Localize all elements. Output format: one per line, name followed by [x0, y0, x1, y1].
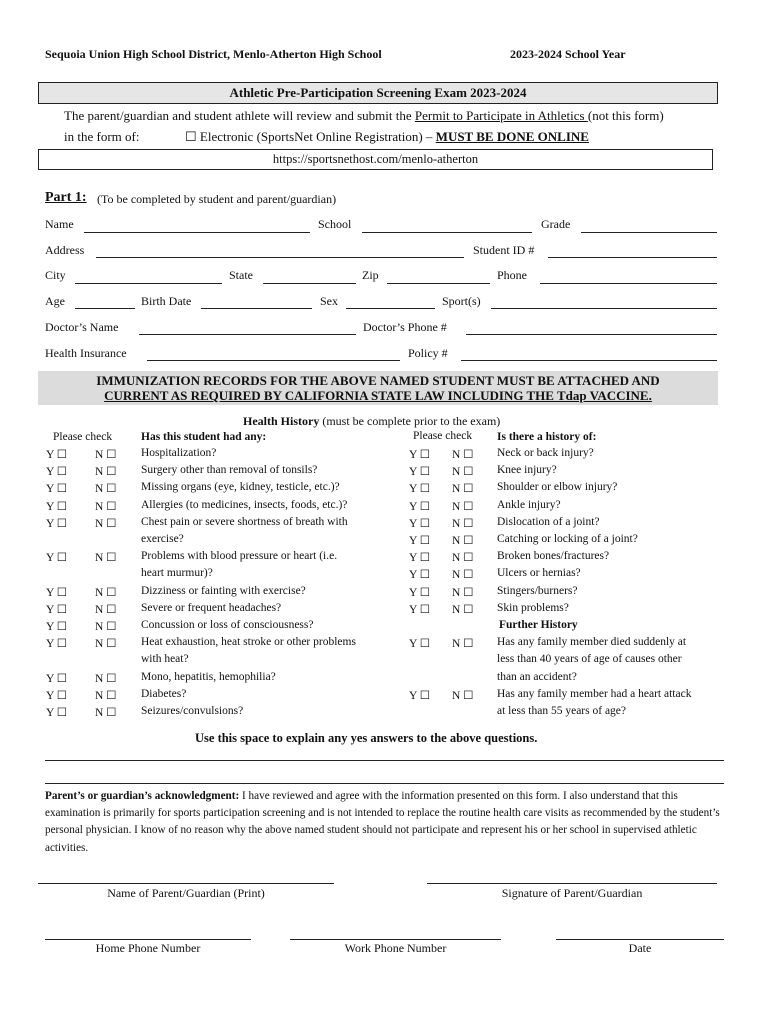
right-question: Shoulder or elbow injury?: [497, 481, 618, 494]
no-checkbox[interactable]: N ☐: [452, 449, 474, 461]
grade-field[interactable]: [581, 232, 717, 233]
yes-checkbox[interactable]: Y ☐: [409, 517, 431, 530]
intro-line-2: [185, 129, 589, 145]
explain-line-2[interactable]: [45, 783, 724, 784]
right-question: Stingers/burners?: [497, 584, 578, 597]
district-header: Sequoia Union High School District, Menlo-Atherton High School: [45, 47, 382, 61]
work-phone-line[interactable]: [290, 939, 501, 940]
explain-line-1[interactable]: [45, 760, 724, 761]
no-checkbox[interactable]: N ☐: [95, 672, 117, 685]
acknowledgment-paragraph: [45, 788, 725, 857]
doctor-name-field[interactable]: [139, 334, 356, 335]
health-history-title: [243, 414, 500, 429]
form-title: Athletic Pre-Participation Screening Exam 2023-2024: [38, 82, 718, 104]
left-question: Mono, hepatitis, hemophilia?: [141, 670, 276, 683]
zip-field[interactable]: [387, 283, 490, 284]
right-question: at less than 55 years of age?: [497, 705, 627, 717]
part1-note: (To be completed by student and parent/guardian): [97, 192, 337, 206]
school-label: School: [318, 217, 352, 231]
yes-checkbox[interactable]: Y ☐: [409, 535, 431, 547]
yes-checkbox[interactable]: Y ☐: [46, 552, 68, 565]
intro-line-1: [64, 108, 664, 124]
no-checkbox[interactable]: N ☐: [452, 466, 474, 479]
yes-checkbox[interactable]: Y ☐: [409, 603, 431, 616]
sex-label: Sex: [320, 294, 338, 308]
work-phone-label: Work Phone Number: [344, 941, 447, 955]
policy-field[interactable]: [461, 360, 717, 361]
left-question: Diabetes?: [141, 687, 187, 700]
left-question: Concussion or loss of consciousness?: [141, 619, 314, 631]
yes-checkbox[interactable]: Y ☐: [409, 552, 431, 565]
yes-checkbox[interactable]: Y ☐: [46, 621, 68, 633]
sports-field[interactable]: [491, 308, 717, 309]
no-checkbox[interactable]: N ☐: [452, 689, 474, 702]
yes-checkbox[interactable]: Y ☐: [46, 466, 68, 479]
yes-checkbox[interactable]: Y ☐: [46, 483, 68, 496]
acknowledgment-text: I have reviewed and agree with the information presented on this form. I also understand that this examination is primarily for sports participation screening and is not intended to replace the routine health care visits as recommended by the student’s personal physician. I know of no reason why the above named student should not participate and represent his or her school in supervised athletic activities.: [45, 790, 720, 854]
yes-checkbox[interactable]: Y ☐: [46, 707, 68, 719]
yes-checkbox[interactable]: Y ☐: [46, 689, 68, 702]
insurance-field[interactable]: [147, 360, 400, 361]
right-question: Ankle injury?: [497, 498, 561, 511]
phone-label: Phone: [497, 268, 527, 282]
yes-checkbox[interactable]: Y ☐: [409, 638, 431, 651]
no-checkbox[interactable]: N ☐: [95, 449, 117, 461]
yes-checkbox[interactable]: Y ☐: [46, 500, 68, 513]
date-line[interactable]: [556, 939, 724, 940]
left-question: Dizziness or fainting with exercise?: [141, 584, 306, 597]
yes-checkbox[interactable]: Y ☐: [409, 500, 431, 513]
parent-signature-label: Signature of Parent/Guardian: [501, 886, 643, 900]
no-checkbox[interactable]: N ☐: [452, 638, 474, 651]
city-field[interactable]: [75, 283, 222, 284]
acknowledgment-label: Parent’s or guardian’s acknowledgment:: [45, 790, 240, 802]
please-check-right: Please check: [413, 430, 473, 442]
home-phone-label: Home Phone Number: [95, 941, 201, 955]
age-label: Age: [45, 294, 65, 308]
left-question: Surgery other than removal of tonsils?: [141, 464, 318, 477]
insurance-label: Health Insurance: [45, 346, 127, 360]
right-question: less than 40 years of age of causes other: [497, 653, 682, 666]
further-history-heading: Further History: [499, 619, 578, 631]
immunization-line-2: CURRENT AS REQUIRED BY CALIFORNIA STATE LAW INCLUDING THE Tdap VACCINE.: [104, 388, 652, 403]
immunization-notice: [38, 371, 718, 405]
no-checkbox[interactable]: N ☐: [95, 500, 117, 513]
school-year-header: 2023-2024 School Year: [510, 47, 626, 61]
zip-label: Zip: [362, 268, 379, 282]
student-id-field[interactable]: [548, 257, 717, 258]
parent-name-line[interactable]: [38, 883, 334, 884]
no-checkbox[interactable]: N ☐: [95, 586, 117, 599]
please-check-left: Please check: [53, 431, 113, 443]
yes-checkbox[interactable]: Y ☐: [46, 449, 68, 461]
doctor-name-label: Doctor’s Name: [45, 320, 119, 334]
left-column-header: Has this student had any:: [141, 431, 267, 443]
birth-date-label: Birth Date: [141, 294, 192, 308]
health-title-note: (must be complete prior to the exam): [319, 414, 501, 428]
yes-checkbox[interactable]: Y ☐: [46, 638, 68, 651]
yes-checkbox[interactable]: Y ☐: [409, 689, 431, 702]
no-checkbox[interactable]: N ☐: [95, 552, 117, 565]
sex-field[interactable]: [346, 308, 435, 309]
state-label: State: [229, 268, 253, 282]
part1-title: Part 1:: [45, 190, 87, 205]
parent-signature-line[interactable]: [427, 883, 717, 884]
yes-checkbox[interactable]: Y ☐: [409, 483, 431, 496]
intro-text: The parent/guardian and student athlete will review and submit the: [64, 108, 415, 123]
no-checkbox[interactable]: N ☐: [452, 517, 474, 530]
left-question: with heat?: [141, 653, 189, 666]
left-question: Hospitalization?: [141, 447, 217, 459]
explain-instruction: Use this space to explain any yes answers to the above questions.: [195, 731, 538, 745]
no-checkbox[interactable]: N ☐: [95, 483, 117, 496]
left-question: Heat exhaustion, heat stroke or other problems: [141, 636, 356, 649]
grade-label: Grade: [541, 217, 571, 231]
no-checkbox[interactable]: N ☐: [95, 517, 117, 530]
registration-url[interactable]: https://sportsnethost.com/menlo-atherton: [38, 149, 713, 170]
right-question: than an accident?: [497, 670, 577, 683]
no-checkbox[interactable]: N ☐: [95, 466, 117, 479]
sports-label: Sport(s): [442, 294, 481, 308]
intro-form-of: in the form of:: [64, 129, 140, 144]
state-field[interactable]: [263, 283, 356, 284]
right-question: Has any family member died suddenly at: [497, 636, 687, 649]
age-field[interactable]: [75, 308, 135, 309]
doctor-phone-field[interactable]: [466, 334, 717, 335]
no-checkbox[interactable]: N ☐: [95, 638, 117, 651]
immunization-line-1: IMMUNIZATION RECORDS FOR THE ABOVE NAMED STUDENT MUST BE ATTACHED AND: [96, 373, 660, 388]
yes-checkbox[interactable]: Y ☐: [46, 586, 68, 599]
right-column-header: Is there a history of:: [497, 431, 597, 443]
address-label: Address: [45, 243, 85, 257]
yes-checkbox[interactable]: Y ☐: [46, 517, 68, 530]
student-id-label: Student ID #: [473, 243, 535, 257]
left-question: Chest pain or severe shortness of breath with: [141, 515, 348, 528]
health-title-text: Health History: [243, 414, 320, 428]
no-checkbox[interactable]: N ☐: [452, 569, 474, 582]
electronic-checkbox[interactable]: ☐: [185, 129, 197, 144]
right-question: Has any family member had a heart attack: [497, 687, 692, 700]
right-question: Neck or back injury?: [497, 447, 594, 459]
no-checkbox[interactable]: N ☐: [95, 707, 117, 719]
yes-checkbox[interactable]: Y ☐: [409, 569, 431, 582]
yes-checkbox[interactable]: Y ☐: [46, 603, 68, 616]
left-question: Seizures/convulsions?: [141, 705, 244, 717]
home-phone-line[interactable]: [45, 939, 251, 940]
right-question: Broken bones/fractures?: [497, 550, 610, 563]
no-checkbox[interactable]: N ☐: [95, 621, 117, 633]
right-question: Knee injury?: [497, 464, 557, 477]
address-field[interactable]: [96, 257, 464, 258]
yes-checkbox[interactable]: Y ☐: [46, 672, 68, 685]
left-question: Problems with blood pressure or heart (i.e.: [141, 550, 338, 563]
no-checkbox[interactable]: N ☐: [95, 689, 117, 702]
birth-date-field[interactable]: [201, 308, 312, 309]
must-be-online-text: MUST BE DONE ONLINE: [435, 129, 589, 144]
no-checkbox[interactable]: N ☐: [452, 483, 474, 496]
date-label: Date: [628, 941, 652, 955]
right-question: Catching or locking of a joint?: [497, 533, 638, 545]
yes-checkbox[interactable]: Y ☐: [409, 586, 431, 599]
intro-note: (not this form): [587, 108, 664, 123]
no-checkbox[interactable]: N ☐: [452, 603, 474, 616]
doctor-phone-label: Doctor’s Phone #: [363, 320, 447, 334]
school-field[interactable]: [362, 232, 532, 233]
left-question: heart murmur)?: [141, 567, 213, 580]
name-label: Name: [45, 217, 74, 231]
name-field[interactable]: [84, 232, 310, 233]
left-question: exercise?: [141, 533, 184, 545]
no-checkbox[interactable]: N ☐: [452, 500, 474, 513]
parent-name-label: Name of Parent/Guardian (Print): [107, 886, 265, 900]
yes-checkbox[interactable]: Y ☐: [409, 449, 431, 461]
left-question: Severe or frequent headaches?: [141, 601, 282, 614]
yes-checkbox[interactable]: Y ☐: [409, 466, 431, 479]
city-label: City: [45, 268, 66, 282]
policy-label: Policy #: [408, 346, 448, 360]
left-question: Allergies (to medicines, insects, foods, etc.)?: [141, 498, 348, 511]
permit-link[interactable]: Permit to Participate in Athletics: [414, 108, 588, 123]
no-checkbox[interactable]: N ☐: [452, 586, 474, 599]
phone-field[interactable]: [540, 283, 717, 284]
no-checkbox[interactable]: N ☐: [452, 535, 474, 547]
no-checkbox[interactable]: N ☐: [452, 552, 474, 565]
left-question: Missing organs (eye, kidney, testicle, etc.)?: [141, 481, 340, 494]
right-question: Skin problems?: [497, 601, 569, 614]
no-checkbox[interactable]: N ☐: [95, 603, 117, 616]
right-question: Dislocation of a joint?: [497, 515, 600, 528]
electronic-option-text: Electronic (SportsNet Online Registration) –: [199, 129, 436, 144]
right-question: Ulcers or hernias?: [497, 567, 581, 580]
